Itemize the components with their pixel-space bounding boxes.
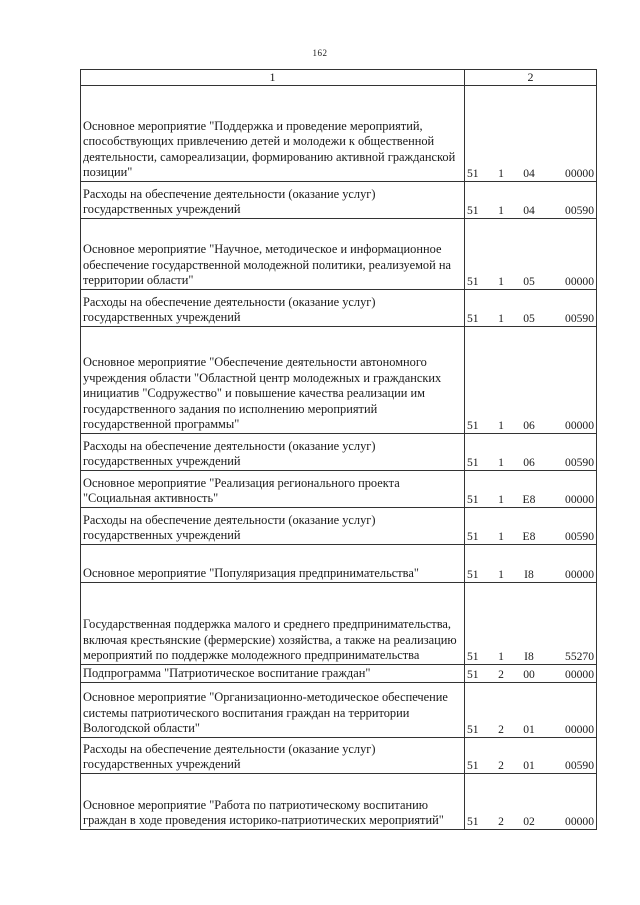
row-code: [465, 86, 597, 182]
code-direction: 00590: [565, 759, 594, 772]
code-subprogram: 2: [498, 668, 504, 681]
row-code: [465, 327, 597, 434]
code-program: 51: [467, 204, 479, 217]
code-subprogram: 2: [498, 759, 504, 772]
table-row: [81, 545, 597, 583]
table-row: [81, 471, 597, 508]
code-program: 51: [467, 419, 479, 432]
code-direction: 00000: [565, 723, 594, 736]
code-program: 51: [467, 167, 479, 180]
row-name: Государственная поддержка малого и среднего предпринимательства, включая крестьянские (фермерские) хозяйства, а также на реализацию мероприятий по поддержке молодежного предпринимательства: [81, 583, 465, 665]
row-code: [465, 665, 597, 683]
code-program: 51: [467, 456, 479, 469]
code-event: 00: [523, 668, 535, 681]
code-direction: 00000: [565, 493, 594, 506]
row-code: [465, 471, 597, 508]
row-code: [465, 545, 597, 583]
table-row: [81, 683, 597, 738]
table-row: [81, 290, 597, 327]
code-subprogram: 1: [498, 275, 504, 288]
table-row: [81, 219, 597, 290]
column-header-code: 2: [465, 70, 597, 86]
code-event: 01: [523, 759, 535, 772]
row-name: Расходы на обеспечение деятельности (оказание услуг) государственных учреждений: [81, 290, 465, 327]
code-direction: 00000: [565, 568, 594, 581]
table-row: [81, 434, 597, 471]
code-subprogram: 1: [498, 312, 504, 325]
code-program: 51: [467, 759, 479, 772]
row-code: [465, 290, 597, 327]
code-direction: 00590: [565, 530, 594, 543]
row-name: Основное мероприятие "Обеспечение деятельности автономного учреждения области "Областной центр молодежных и гражданских инициатив "Содружество" и повышение качества реализации им государственного задания по исполнению мероприятий государственной программы": [81, 327, 465, 434]
table-row: [81, 327, 597, 434]
code-direction: 00590: [565, 456, 594, 469]
code-program: 51: [467, 530, 479, 543]
row-code: [465, 583, 597, 665]
code-event: 06: [523, 419, 535, 432]
row-name: Основное мероприятие "Реализация регионального проекта "Социальная активность": [81, 471, 465, 508]
code-subprogram: 1: [498, 419, 504, 432]
code-event: 04: [523, 204, 535, 217]
row-code: [465, 434, 597, 471]
code-subprogram: 1: [498, 530, 504, 543]
column-header-name: 1: [81, 70, 465, 86]
row-name: Основное мероприятие "Научное, методическое и информационное обеспечение государственной молодежной политики, реализуемой на территории области": [81, 219, 465, 290]
code-direction: 00000: [565, 167, 594, 180]
row-name: Расходы на обеспечение деятельности (оказание услуг) государственных учреждений: [81, 738, 465, 774]
code-event: I8: [524, 650, 534, 663]
code-direction: 00000: [565, 668, 594, 681]
row-code: [465, 508, 597, 545]
code-event: 04: [523, 167, 535, 180]
row-name: Подпрограмма "Патриотическое воспитание граждан": [81, 665, 465, 683]
page-number: 162: [312, 48, 328, 58]
code-event: E8: [522, 530, 536, 543]
row-name: Основное мероприятие "Организационно-методическое обеспечение системы патриотического воспитания граждан на территории Вологодской области": [81, 683, 465, 738]
row-name: Расходы на обеспечение деятельности (оказание услуг) государственных учреждений: [81, 508, 465, 545]
table-row: [81, 665, 597, 683]
code-subprogram: 1: [498, 456, 504, 469]
budget-classification-table: [80, 69, 597, 830]
code-program: 51: [467, 723, 479, 736]
code-event: 01: [523, 723, 535, 736]
table-row: [81, 583, 597, 665]
table-row: [81, 508, 597, 545]
row-code: [465, 219, 597, 290]
code-direction: 55270: [565, 650, 594, 663]
code-direction: 00590: [565, 204, 594, 217]
code-event: 02: [523, 815, 535, 828]
code-event: 05: [523, 312, 535, 325]
row-name: Основное мероприятие "Популяризация предпринимательства": [81, 545, 465, 583]
row-code: [465, 738, 597, 774]
code-program: 51: [467, 312, 479, 325]
code-direction: 00000: [565, 815, 594, 828]
code-direction: 00000: [565, 419, 594, 432]
code-event: E8: [522, 493, 536, 506]
row-name: Основное мероприятие "Работа по патриотическому воспитанию граждан в ходе проведения историко-патриотических мероприятий": [81, 774, 465, 830]
code-program: 51: [467, 493, 479, 506]
row-name: Основное мероприятие "Поддержка и проведение мероприятий, способствующих привлечению детей и молодежи к общественной деятельности, самореализации, формированию активной гражданской позиции": [81, 86, 465, 182]
code-event: 06: [523, 456, 535, 469]
code-subprogram: 2: [498, 815, 504, 828]
code-subprogram: 1: [498, 568, 504, 581]
code-event: 05: [523, 275, 535, 288]
row-code: [465, 683, 597, 738]
row-code: [465, 182, 597, 219]
code-direction: 00590: [565, 312, 594, 325]
code-program: 51: [467, 668, 479, 681]
table-row: [81, 182, 597, 219]
row-name: Расходы на обеспечение деятельности (оказание услуг) государственных учреждений: [81, 434, 465, 471]
code-program: 51: [467, 275, 479, 288]
code-subprogram: 1: [498, 204, 504, 217]
code-event: I8: [524, 568, 534, 581]
row-name: Расходы на обеспечение деятельности (оказание услуг) государственных учреждений: [81, 182, 465, 219]
table-header-row: [81, 70, 597, 86]
code-subprogram: 1: [498, 493, 504, 506]
table-row: [81, 86, 597, 182]
table-row: [81, 738, 597, 774]
code-program: 51: [467, 568, 479, 581]
code-direction: 00000: [565, 275, 594, 288]
code-program: 51: [467, 650, 479, 663]
row-code: [465, 774, 597, 830]
code-subprogram: 1: [498, 650, 504, 663]
table-row: [81, 774, 597, 830]
code-program: 51: [467, 815, 479, 828]
code-subprogram: 1: [498, 167, 504, 180]
code-subprogram: 2: [498, 723, 504, 736]
